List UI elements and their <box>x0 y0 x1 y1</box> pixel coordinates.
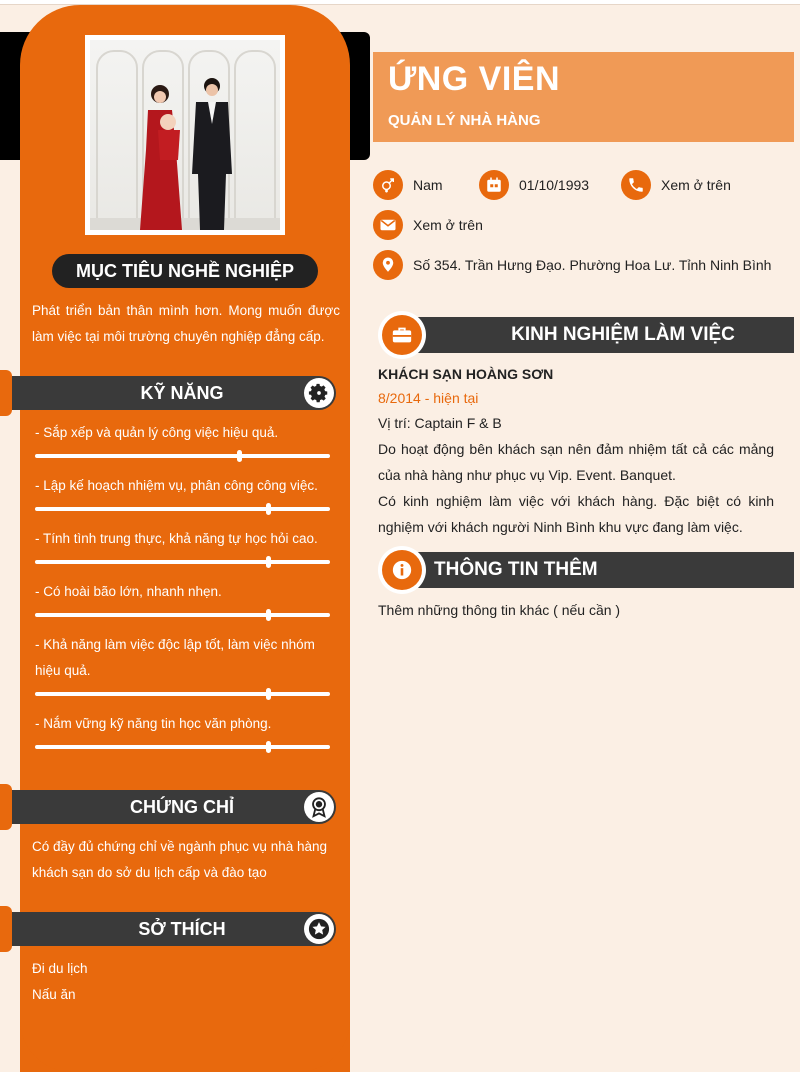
skill-text: - Có hoài bão lớn, nhanh nhẹn. <box>35 584 222 599</box>
skill-level-bar <box>35 745 330 749</box>
briefcase-icon <box>382 315 422 355</box>
skill-level-bar <box>35 560 330 564</box>
work-description: Do hoạt động bên khách sạn nên đảm nhiệm tất cả các mảng của nhà hàng như phục vụ Vip. Event. Banquet. <box>378 441 774 483</box>
skill-level-knob <box>237 450 242 462</box>
certificates-text: Có đầy đủ chứng chỉ về ngành phục vụ nhà hàng khách sạn do sở du lịch cấp và đào tạo <box>32 839 328 880</box>
profile-photo <box>85 35 285 235</box>
address-value: Số 354. Trần Hưng Đạo. Phường Hoa Lư. Tỉnh Ninh Bình <box>413 257 772 273</box>
candidate-name: ỨNG VIÊN <box>388 60 561 98</box>
extra-title: THÔNG TIN THÊM <box>434 559 598 580</box>
location-icon <box>373 250 403 280</box>
skill-level-knob <box>266 556 271 568</box>
gender-icon <box>373 170 403 200</box>
hobbies-title: SỞ THÍCH <box>138 919 226 939</box>
skill-level-bar <box>35 507 330 511</box>
calendar-icon <box>479 170 509 200</box>
name-box <box>373 52 794 142</box>
skill-text: - Lập kế hoạch nhiệm vụ, phân công công việc. <box>35 478 318 493</box>
skill-level-knob <box>266 609 271 621</box>
company-name: KHÁCH SẠN HOÀNG SƠN <box>378 366 554 382</box>
experience-header <box>378 311 794 359</box>
hobbies-header <box>12 912 336 946</box>
phone-icon <box>621 170 651 200</box>
skill-text: - Tính tình trung thực, khả năng tự học hỏi cao. <box>35 531 318 546</box>
phone-value: Xem ở trên <box>661 177 731 193</box>
extra-header <box>378 546 794 594</box>
hobby-item: Đi du lịch <box>32 961 88 976</box>
skill-text: - Sắp xếp và quản lý công việc hiệu quả. <box>35 425 279 440</box>
work-description: Có kinh nghiệm làm việc với khách hàng. Đặc biệt có kinh nghiệm với khách người Ninh Bình khu vực đang làm việc. <box>378 493 774 535</box>
skill-level-bar <box>35 692 330 696</box>
man-figure <box>190 74 234 230</box>
skill-level-bar <box>35 454 330 458</box>
work-period: 8/2014 - hiện tại <box>378 390 479 406</box>
extra-text: Thêm những thông tin khác ( nếu cần ) <box>378 602 621 618</box>
skills-title: KỸ NĂNG <box>140 383 224 403</box>
email-icon <box>373 210 403 240</box>
email-value: Xem ở trên <box>413 217 483 233</box>
objective-title: MỤC TIÊU NGHỀ NGHIỆP <box>52 254 318 288</box>
skills-header <box>12 376 336 410</box>
woman-figure <box>138 80 184 230</box>
skill-level-knob <box>266 503 271 515</box>
skill-level-knob <box>266 741 271 753</box>
skill-text: - Nắm vững kỹ năng tin học văn phòng. <box>35 716 272 731</box>
award-icon <box>304 792 334 822</box>
certificates-title: CHỨNG CHỈ <box>130 797 234 817</box>
skill-level-bar <box>35 613 330 617</box>
gear-icon <box>304 378 334 408</box>
skill-text: - Khả năng làm việc độc lập tốt, làm việc nhóm hiệu quả. <box>35 637 315 678</box>
photo-scene <box>90 40 280 230</box>
work-position: Vị trí: Captain F & B <box>378 415 502 431</box>
job-title: QUẢN LÝ NHÀ HÀNG <box>388 112 541 129</box>
info-icon <box>382 550 422 590</box>
skill-level-knob <box>266 688 271 700</box>
certificates-header <box>12 790 336 824</box>
birthdate-value: 01/10/1993 <box>519 177 590 193</box>
sidebar-bottom <box>20 1020 350 1072</box>
star-icon <box>304 914 334 944</box>
gender-value: Nam <box>413 177 443 193</box>
objective-text: Phát triển bản thân mình hơn. Mong muốn được làm việc tại môi trường chuyên nghiệp đẳng cấp. <box>32 303 340 344</box>
experience-title: KINH NGHIỆM LÀM VIỆC <box>511 324 735 345</box>
hobby-item: Nấu ăn <box>32 987 76 1002</box>
